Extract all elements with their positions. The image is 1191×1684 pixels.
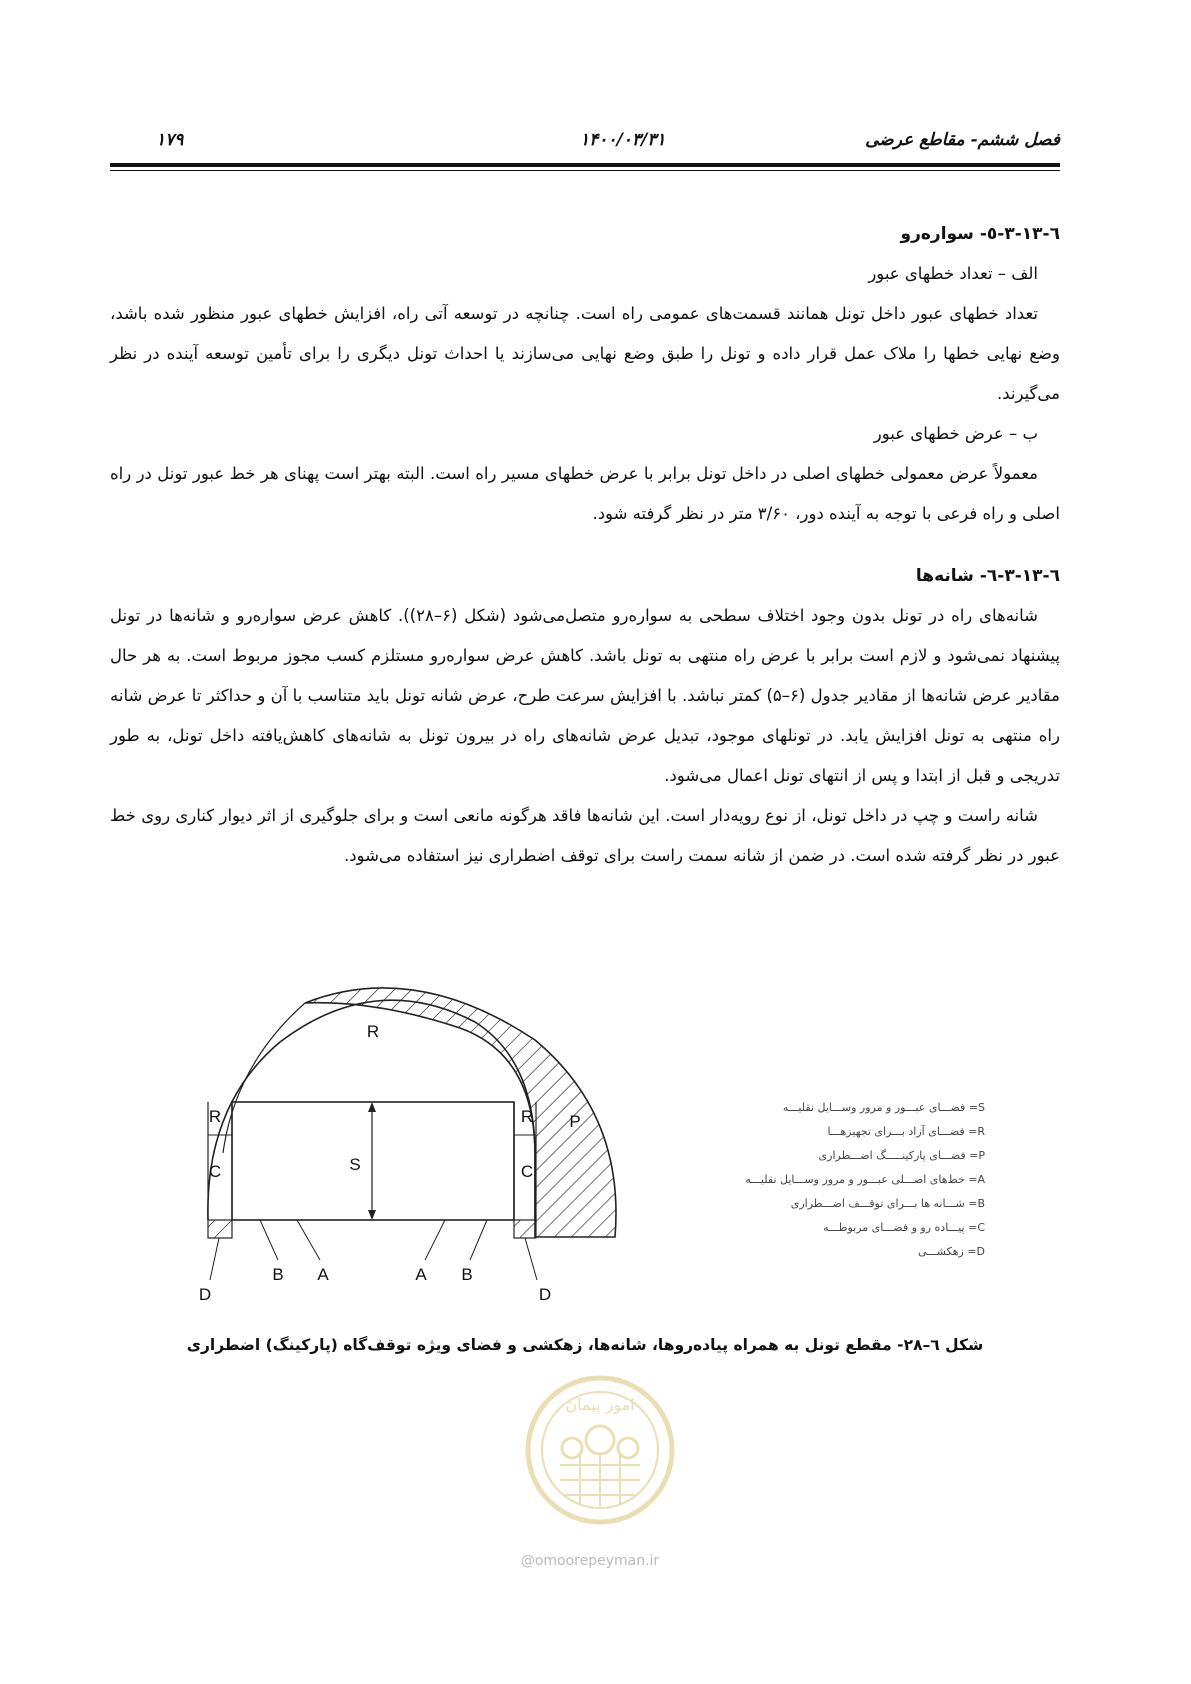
figure-caption: شکل ٦–٢٨- مقطع تونل به همراه پیاده‌روها، شانه‌ها، زهکشی و فضای ویژه توقف‌گاه (پارکینگ) اضطراری (186, 1336, 984, 1354)
paragraph-shoulders-1: شانه‌های راه در تونل بدون وجود اختلاف سطحی به سواره‌رو متصل‌می‌شود (شکل (۶–۲۸)). کاهش عرض سواره‌رو و شانه‌ها در تونل پیشنهاد نمی‌شود و لازم است برابر با عرض راه منتهی به تونل باشد. کاهش عرض سواره‌رو مستلزم کسب مجوز مربوط است. به هر حال مقادیر عرض شانه‌ها از مقادیر جدول (۶–۵) کمتر نباشد. با افزایش سرعت طرح، عرض شانه تونل باید متناسب با آن و حداکثر تا عرض شانه راه منتهی به تونل افزایش یابد. در تونلهای موجود، تبدیل عرض شانه‌های راه در بیرون تونل به شانه‌های کاهش‌یافته داخل تونل، به طور تدریجی و قبل از ابتدا و پس از انتهای تونل اعمال می‌شود. (110, 606, 1060, 785)
label-leader-lines (210, 1220, 537, 1280)
drain-left (208, 1220, 232, 1238)
label-r-left: R (208, 1107, 222, 1126)
chapter-title: فصل ششم- مقاطع عرضی (865, 130, 1060, 150)
legend-item: B= شـــانه ها بـــرای توقـــف اضـــطراری (790, 1197, 985, 1210)
label-p: P (569, 1112, 581, 1131)
legend-item: C= پیـــاده رو و فضـــای مربوطـــه (823, 1221, 985, 1234)
label-b-right: B (461, 1265, 473, 1284)
legend-item: S= فضـــای عبـــور و مرور وســـایل نقلیـــه (782, 1101, 985, 1114)
label-d-left: D (198, 1285, 212, 1304)
page-number: ۱۷۹ (156, 130, 184, 150)
label-a-right: A (415, 1265, 427, 1284)
label-r-top: R (366, 1022, 380, 1041)
clearance-envelope (232, 1102, 514, 1220)
drain-right (514, 1220, 536, 1238)
header-rule-thick (110, 163, 1060, 167)
label-d-right: D (538, 1285, 552, 1304)
watermark-site: @omoorepeyman.ir (520, 1553, 660, 1569)
paragraph-lane-width: معمولاً عرض معمولی خطهای اصلی در داخل تونل برابر با عرض خطهای مسیر راه است. البته بهتر است پهنای هر خط عبور تونل در راه اصلی و راه فرعی با توجه به آینده دور، ۳/۶۰ متر در نظر گرفته شود. (110, 464, 1060, 523)
subheading-lane-count: الف – تعداد خطهای عبور (868, 264, 1038, 283)
legend-item: A= خط‌های اصـــلی عبـــور و مرور وســـایل نقلیـــه (745, 1173, 985, 1186)
header-rule-thin (110, 170, 1060, 171)
label-a-left: A (317, 1265, 329, 1284)
label-c-right: C (520, 1162, 534, 1181)
subheading-lane-width: ب – عرض خطهای عبور (873, 424, 1038, 443)
page-header (110, 130, 1060, 158)
tunnel-cross-section-diagram (198, 975, 765, 1335)
label-s: S (349, 1155, 361, 1174)
legend-item: R= فضـــای آزاد بـــرای تجهیزهـــا (827, 1125, 985, 1138)
svg-text:امور پیمان: امور پیمان (565, 1395, 635, 1414)
label-b-left: B (272, 1265, 284, 1284)
section-heading-shoulders: ٦-١٣-٣-٦- شانه‌ها (915, 566, 1060, 586)
legend-item: P= فضـــای پارکینـــــگ اضـــطراری (818, 1149, 985, 1162)
paragraph-lane-count: تعداد خطهای عبور داخل تونل همانند قسمت‌های عمومی راه است. چنانچه در توسعه آتی راه، افزایش خطهای عبور منظور شده باشد، وضع نهایی خطها را ملاک عمل قرار داده و تونل را طبق وضع نهایی می‌سازند یا احداث تونل دیگری را برای تأمین توسعه آینده در نظر می‌گیرند. (110, 304, 1060, 403)
watermark-logo (520, 1370, 680, 1530)
header-date: ۱۴۰۰/۰۳/۳۱ (580, 130, 666, 150)
figure-legend (700, 1096, 985, 1264)
paragraph-shoulders-2: شانه راست و چپ در داخل تونل، از نوع رویه‌دار است. این شانه‌ها فاقد هرگونه مانعی است و برای جلوگیری از اثر دیوار کناری روی خط عبور در نظر گرفته شده است. در ضمن از شانه سمت راست برای توقف اضطراری نیز استفاده می‌شود. (110, 806, 1060, 865)
label-c-left: C (208, 1162, 222, 1181)
page-body (110, 214, 1060, 876)
section-heading-roadway: ٦-١٣-٣-٥- سواره‌رو (900, 224, 1060, 244)
label-r-right: R (520, 1107, 534, 1126)
legend-item: D= زهکشـــی (917, 1245, 985, 1258)
